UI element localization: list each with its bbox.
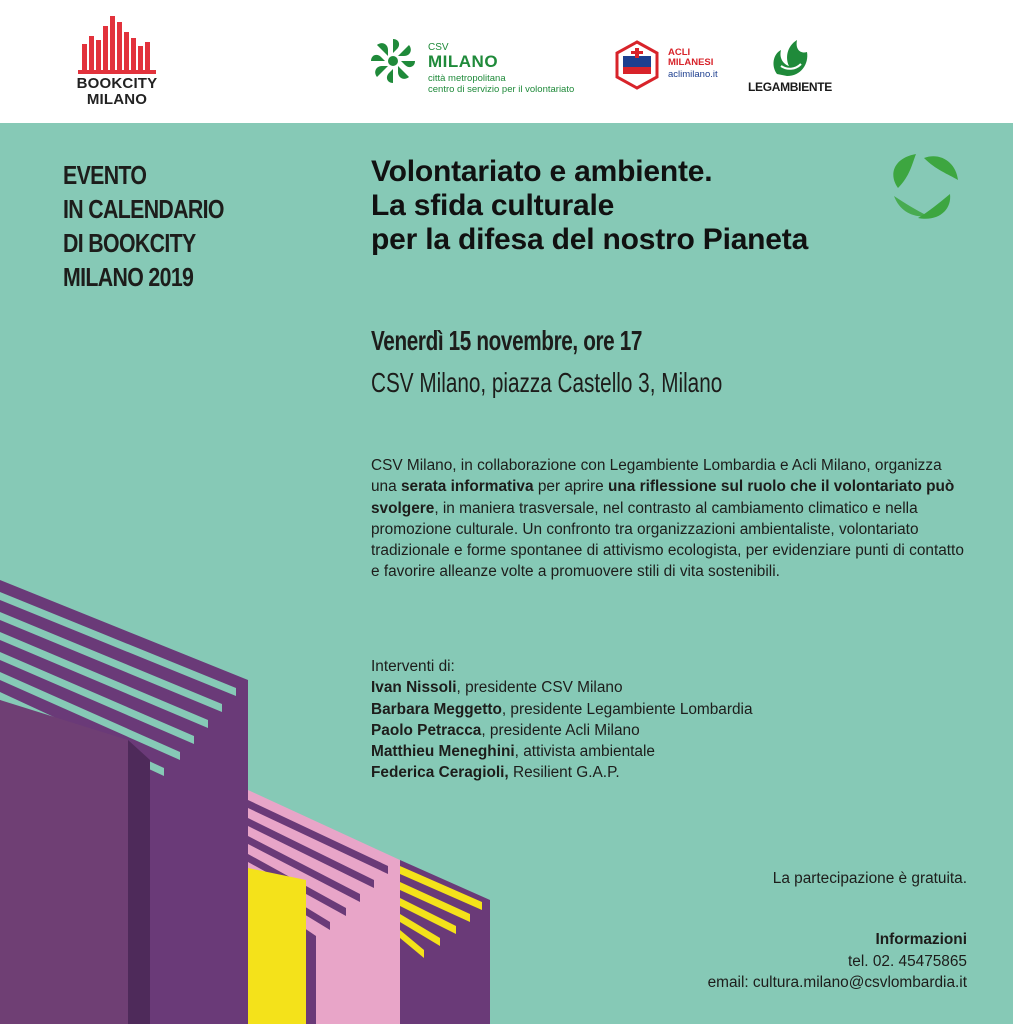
acli-line2: MILANESI bbox=[668, 57, 714, 68]
info-phone: tel. 02. 45475865 bbox=[848, 952, 967, 970]
bookcity-line2: MILANO bbox=[86, 91, 148, 108]
speaker-name: Federica Ceragioli, bbox=[371, 764, 509, 782]
info-email: email: cultura.milano@csvlombardia.it bbox=[707, 974, 967, 991]
desc-bold-2: una riflessione sul ruolo che il volontariato può svolgere bbox=[371, 478, 955, 517]
csv-subtitle bbox=[428, 73, 608, 95]
speakers-list bbox=[371, 656, 931, 784]
legambiente-logo-icon bbox=[767, 36, 813, 78]
title-line-3: per la difesa del nostro Pianeta bbox=[371, 223, 809, 256]
speaker-role: Resilient G.A.P. bbox=[508, 764, 620, 782]
speaker-item bbox=[371, 720, 931, 741]
speaker-item bbox=[371, 677, 931, 698]
event-title bbox=[371, 155, 808, 257]
speaker-role: , attivista ambientale bbox=[514, 743, 655, 761]
title-line-1: Volontariato e ambiente. bbox=[371, 155, 713, 188]
bookcity-line1: BOOKCITY bbox=[76, 75, 158, 92]
acli-logo-icon bbox=[614, 40, 660, 90]
legambiente-name: LEGAMBIENTE bbox=[747, 80, 833, 94]
speaker-role: , presidente Legambiente Lombardia bbox=[501, 700, 753, 718]
event-place: CSV Milano, piazza Castello 3, Milano bbox=[371, 367, 723, 398]
evento-line-1: EVENTO bbox=[63, 160, 147, 190]
desc-part-2: per aprire bbox=[533, 478, 608, 496]
event-date: Venerdì 15 novembre, ore 17 bbox=[371, 325, 643, 356]
bookcity-name bbox=[62, 76, 172, 108]
desc-part-1: CSV Milano, in collaborazione con Legambiente Lombardia e Acli Milano, organizza una bbox=[371, 457, 942, 496]
acli-line1: ACLI bbox=[668, 47, 691, 58]
speaker-name: Ivan Nissoli bbox=[371, 679, 457, 697]
speaker-role: , presidente CSV Milano bbox=[456, 679, 623, 697]
header bbox=[0, 0, 1013, 123]
title-line-2: La sfida culturale bbox=[371, 189, 615, 222]
speaker-name: Paolo Petracca bbox=[371, 721, 482, 739]
speaker-item bbox=[371, 699, 931, 720]
info-heading: Informazioni bbox=[875, 931, 967, 948]
info-block bbox=[708, 929, 967, 994]
speaker-item bbox=[371, 762, 931, 783]
speaker-role: , presidente Acli Milano bbox=[481, 721, 640, 739]
evento-line-3: DI BOOKCITY bbox=[63, 228, 196, 258]
csv-small-label: CSV bbox=[428, 42, 449, 53]
desc-part-3: , in maniera trasversale, nel contrasto al cambiamento climatico e nella promozione culturale. Un confronto tra organizzazioni ambientaliste, volontariato tradizionale e forme spontanee di attivismo ecologista, per evidenziare punti di contatto e favorire alleanze volte a promuovere stili di vita sostenibili. bbox=[371, 499, 964, 581]
csv-sub2: centro di servizio per il volontariato bbox=[428, 84, 575, 95]
acli-url: aclimilano.it bbox=[668, 69, 718, 80]
recycle-leaves-icon bbox=[884, 150, 964, 222]
speaker-name: Matthieu Meneghini bbox=[371, 743, 515, 761]
event-calendar-label bbox=[63, 158, 224, 294]
evento-line-4: MILANO 2019 bbox=[63, 262, 194, 292]
csv-name: MILANO bbox=[428, 52, 499, 71]
csv-sub1: città metropolitana bbox=[428, 73, 506, 84]
event-description bbox=[371, 455, 971, 583]
free-admission-note: La partecipazione è gratuita. bbox=[772, 870, 967, 887]
evento-line-2: IN CALENDARIO bbox=[63, 194, 224, 224]
speaker-item bbox=[371, 741, 931, 762]
acli-name bbox=[668, 48, 713, 68]
csv-milano-logo-icon bbox=[368, 36, 418, 86]
speakers-heading: Interventi di: bbox=[371, 658, 455, 675]
speaker-name: Barbara Meggetto bbox=[371, 700, 502, 718]
desc-bold-1: serata informativa bbox=[400, 478, 534, 496]
